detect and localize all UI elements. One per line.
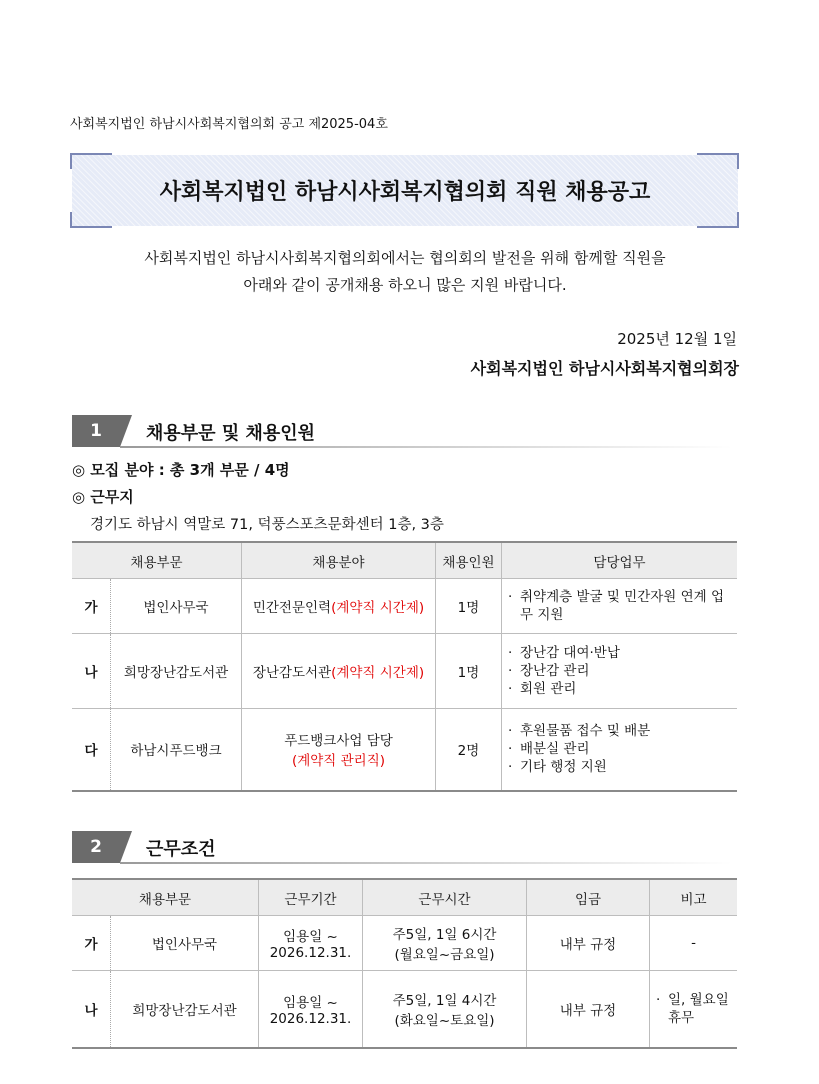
table-header-row — [72, 542, 737, 579]
section-title: 채용부문 및 채용인원 — [146, 423, 316, 444]
period-start: 임용일 ~ — [283, 929, 338, 945]
duty-item: · 장난감 관리 — [508, 663, 590, 679]
row-hours — [363, 971, 527, 1048]
note-item: · 일, 월요일 휴무 — [656, 991, 736, 1027]
duty-item: · 기타 행정 지원 — [508, 759, 607, 776]
duty-item: · 장난감 대여·반납 — [508, 645, 620, 661]
row-count: 1명 — [436, 634, 502, 709]
issuer: 사회복지법인 하남시사회복지협의회장 — [470, 359, 739, 378]
duty-text: 장난감 대여·반납 — [520, 645, 620, 661]
duty-item: · 배분실 관리 — [508, 741, 590, 758]
header-field: 채용분야 — [242, 542, 436, 579]
row-note — [650, 971, 738, 1048]
row-dept: 법인사무국 — [111, 916, 259, 971]
banner-corner — [697, 153, 739, 169]
duty-text: 후원물품 접수 및 배분 — [520, 723, 651, 740]
duty-text: 취약계층 발굴 및 민간자원 연계 업무 지원 — [520, 589, 725, 623]
period-end: 2026.12.31. — [269, 1010, 352, 1027]
row-hours — [363, 916, 527, 971]
field-note: (계약직 시간제) — [331, 665, 425, 681]
row-duties — [502, 634, 738, 709]
conditions-table — [72, 878, 737, 1049]
duty-item: · 취약계층 발굴 및 민간자원 연계 업무 지원 — [508, 588, 736, 624]
row-wage: 내부 규정 — [527, 971, 650, 1048]
row-index: 가 — [72, 916, 111, 971]
row-index: 가 — [72, 579, 111, 634]
row-index: 다 — [72, 709, 111, 791]
header-hours: 근무시간 — [363, 879, 527, 916]
section-number: 1 — [72, 415, 120, 447]
section-number-slant — [120, 415, 132, 447]
section-1-header — [72, 415, 732, 449]
table-row — [72, 709, 737, 791]
intro-line-1: 사회복지법인 하남시사회복지협의회에서는 협의회의 발전을 위해 함께할 직원을 — [144, 249, 666, 267]
row-duties — [502, 709, 738, 791]
hours-days: (월요일~금요일) — [394, 947, 495, 963]
section-title: 근무조건 — [146, 839, 216, 860]
field-name: 푸드뱅크사업 담당 — [284, 733, 393, 750]
header-note: 비고 — [650, 879, 738, 916]
table-row — [72, 971, 737, 1048]
section-underline — [120, 446, 732, 448]
section-number: 2 — [72, 831, 120, 863]
row-index: 나 — [72, 634, 111, 709]
duty-text: 장난감 관리 — [520, 663, 590, 679]
duty-text: 배분실 관리 — [520, 741, 590, 758]
field-note: (계약직 시간제) — [331, 600, 425, 616]
notice-number: 사회복지법인 하남시사회복지협의회 공고 제2025-04호 — [70, 117, 388, 132]
header-count: 채용인원 — [436, 542, 502, 579]
row-count: 2명 — [436, 709, 502, 791]
row-wage: 내부 규정 — [527, 916, 650, 971]
header-dept: 채용부문 — [72, 542, 242, 579]
workplace-address: 경기도 하남시 역말로 71, 덕풍스포츠문화센터 1층, 3층 — [90, 517, 444, 533]
section-2-header — [72, 831, 732, 865]
hours-days: (화요일~토요일) — [394, 1012, 495, 1029]
table-header-row — [72, 879, 737, 916]
header-duties: 담당업무 — [502, 542, 738, 579]
hours-main: 주5일, 1일 4시간 — [392, 992, 497, 1009]
row-field — [242, 579, 436, 634]
field-note: (계약직 관리직) — [291, 753, 386, 770]
field-name: 민간전문인력 — [252, 600, 332, 616]
row-field — [242, 634, 436, 709]
intro-paragraph — [72, 245, 738, 299]
row-dept: 희망장난감도서관 — [111, 634, 242, 709]
workplace-label: ◎ 근무지 — [72, 488, 134, 506]
note-text: 일, 월요일 휴무 — [668, 991, 729, 1026]
header-dept: 채용부문 — [72, 879, 259, 916]
duty-item: · 후원물품 접수 및 배분 — [508, 723, 651, 740]
duty-item: · 회원 관리 — [508, 681, 577, 697]
row-field — [242, 709, 436, 791]
banner-corner — [697, 212, 739, 228]
field-name: 장난감도서관 — [252, 665, 332, 681]
row-period — [259, 971, 363, 1048]
notice-date: 2025년 12월 1일 — [617, 330, 737, 348]
period-start: 임용일 ~ — [283, 994, 338, 1011]
duty-text: 기타 행정 지원 — [520, 759, 607, 776]
intro-line-2: 아래와 같이 공개채용 하오니 많은 지원 바랍니다. — [243, 276, 567, 294]
section-underline — [120, 862, 732, 864]
period-end: 2026.12.31. — [269, 945, 352, 961]
section-number-slant — [120, 831, 132, 863]
recruitment-table — [72, 541, 737, 792]
row-note: - — [650, 916, 738, 971]
table-row — [72, 916, 737, 971]
row-period — [259, 916, 363, 971]
row-index: 나 — [72, 971, 111, 1048]
document-title: 사회복지법인 하남시사회복지협의회 직원 채용공고 — [159, 180, 651, 205]
row-duties — [502, 579, 738, 634]
hours-main: 주5일, 1일 6시간 — [392, 927, 497, 943]
header-period: 근무기간 — [259, 879, 363, 916]
table-row — [72, 634, 737, 709]
table-row — [72, 579, 737, 634]
row-count: 1명 — [436, 579, 502, 634]
header-wage: 임금 — [527, 879, 650, 916]
row-dept: 하남시푸드뱅크 — [111, 709, 242, 791]
row-dept: 법인사무국 — [111, 579, 242, 634]
row-dept: 희망장난감도서관 — [111, 971, 259, 1048]
recruit-field-summary: ◎ 모집 분야 : 총 3개 부문 / 4명 — [72, 461, 290, 479]
banner-corner — [70, 153, 112, 169]
banner-corner — [70, 212, 112, 228]
duty-text: 회원 관리 — [520, 681, 577, 697]
